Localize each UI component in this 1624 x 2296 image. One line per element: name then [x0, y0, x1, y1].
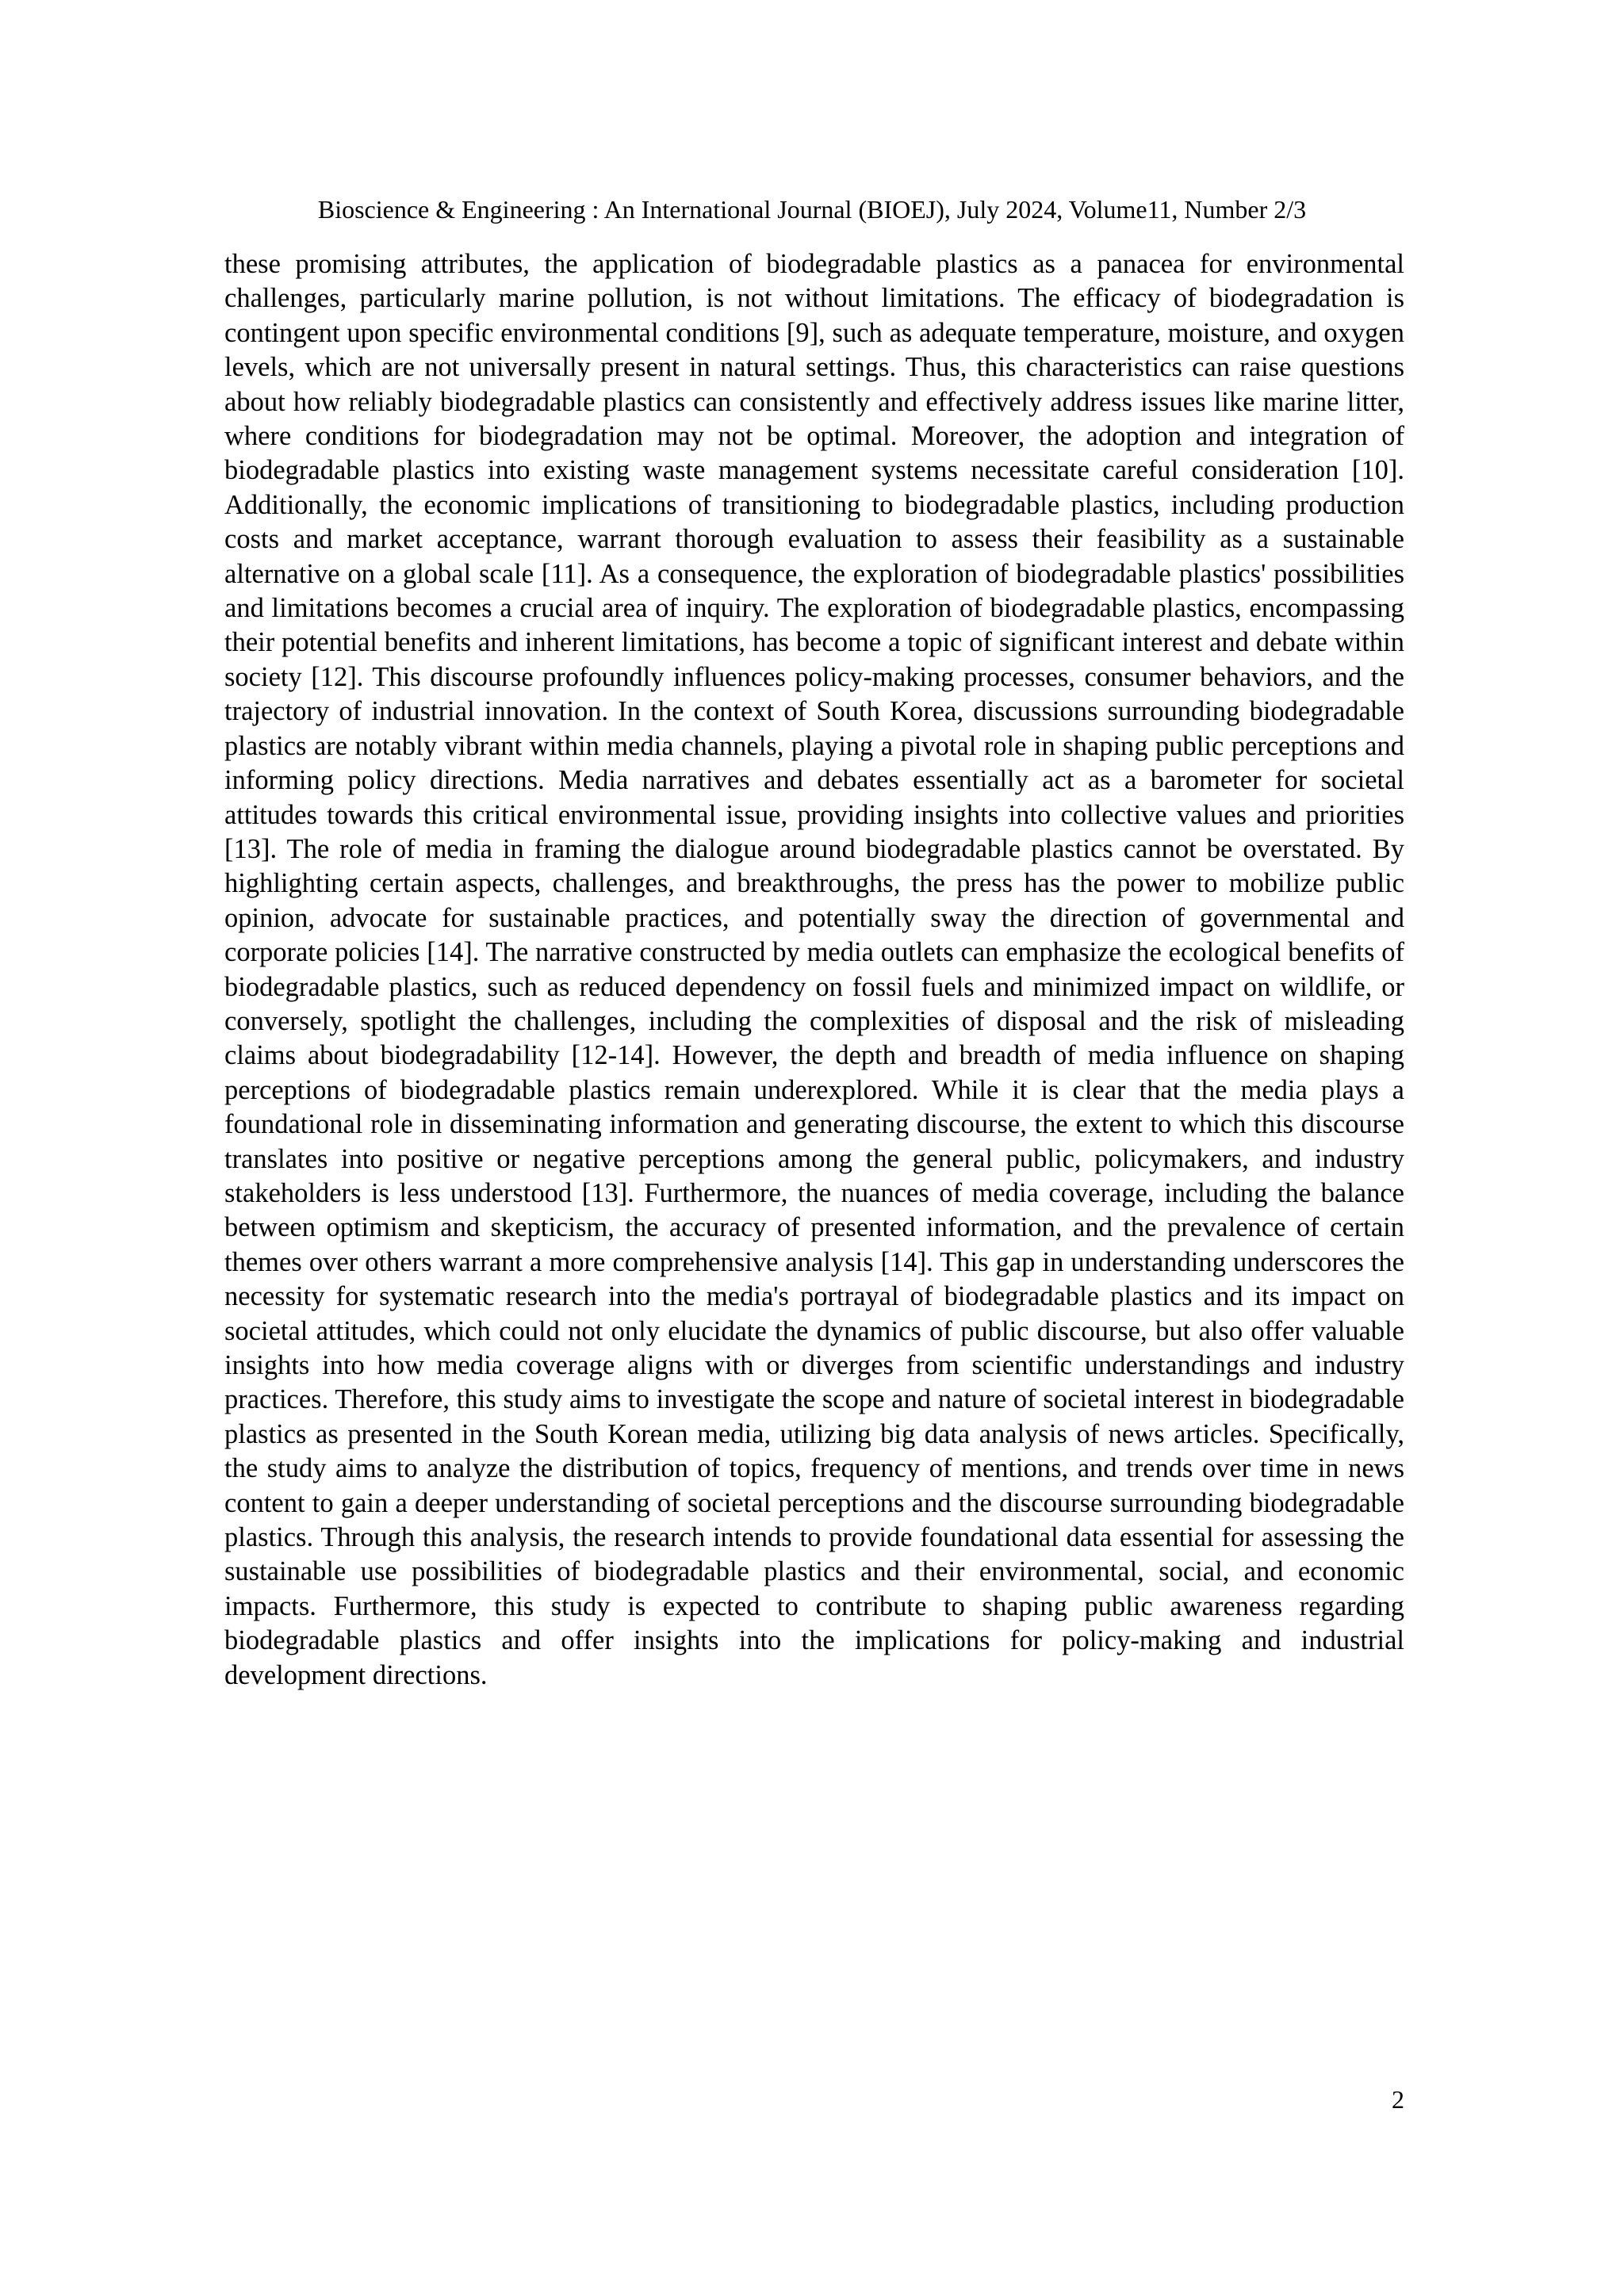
running-header: Bioscience & Engineering : An International Journal (BIOEJ), July 2024, Volume11, Number 2/3 — [317, 195, 1307, 224]
page-number: 2 — [1392, 2085, 1404, 2114]
body-paragraph: these promising attributes, the application of biodegradable plastics as a panacea for environmental challenges, particularly marine pollution, is not without limitations. The efficacy of biodegradation is contingent upon specific environmental conditions [9], such as adequate temperature, moisture, and oxygen levels, which are not universally present in natural settings. Thus, this characteristics can raise questions about how reliably biodegradable plastics can consistently and effectively address issues like marine litter, where conditions for biodegradation may not be optimal. Moreover, the adoption and integration of biodegradable plastics into existing waste management systems necessitate careful consideration [10]. Additionally, the economic implications of transitioning to biodegradable plastics, including production costs and market acceptance, warrant thorough evaluation to assess their feasibility as a sustainable alternative on a global scale [11]. As a consequence, the exploration of biodegradable plastics' possibilities and limitations becomes a crucial area of inquiry. The exploration of biodegradable plastics, encompassing their potential benefits and inherent limitations, has become a topic of significant interest and debate within society [12]. This discourse profoundly influences policy-making processes, consumer behaviors, and the trajectory of industrial innovation. In the context of South Korea, discussions surrounding biodegradable plastics are notably vibrant within media channels, playing a pivotal role in shaping public perceptions and informing policy directions. Media narratives and debates essentially act as a barometer for societal attitudes towards this critical environmental issue, providing insights into collective values and priorities [13]. The role of media in framing the dialogue around biodegradable plastics cannot be overstated. By highlighting certain aspects, challenges, and breakthroughs, the press has the power to mobilize public opinion, advocate for sustainable practices, and potentially sway the direction of governmental and corporate policies [14]. The narrative constructed by media outlets can emphasize the ecological benefits of biodegradable plastics, such as reduced dependency on fossil fuels and minimized impact on wildlife, or conversely, spotlight the challenges, including the complexities of disposal and the risk of misleading claims about biodegradability [12-14]. However, the depth and breadth of media influence on shaping perceptions of biodegradable plastics remain underexplored. While it is clear that the media plays a foundational role in disseminating information and generating discourse, the extent to which this discourse translates into positive or negative perceptions among the general public, policymakers, and industry stakeholders is less understood [13]. Furthermore, the nuances of media coverage, including the balance between optimism and skepticism, the accuracy of presented information, and the prevalence of certain themes over others warrant a more comprehensive analysis [14]. This gap in understanding underscores the necessity for systematic research into the media's portrayal of biodegradable plastics and its impact on societal attitudes, which could not only elucidate the dynamics of public discourse, but also offer valuable insights into how media coverage aligns with or diverges from scientific understandings and industry practices. Therefore, this study aims to investigate the scope and nature of societal interest in biodegradable plastics as presented in the South Korean media, utilizing big data analysis of news articles. Specifically, the study aims to analyze the distribution of topics, frequency of mentions, and trends over time in news content to gain a deeper understanding of societal perceptions and the discourse surrounding biodegradable plastics. Through this analysis, the research intends to provide foundational data essential for assessing the sustainable use possibilities of biodegradable plastics and their environmental, social, and economic impacts. Furthermore, this study is expected to contribute to shaping public awareness regarding biodegradable plastics and offer insights into the implications for policy-making and industrial development directions. — [224, 249, 1404, 1690]
